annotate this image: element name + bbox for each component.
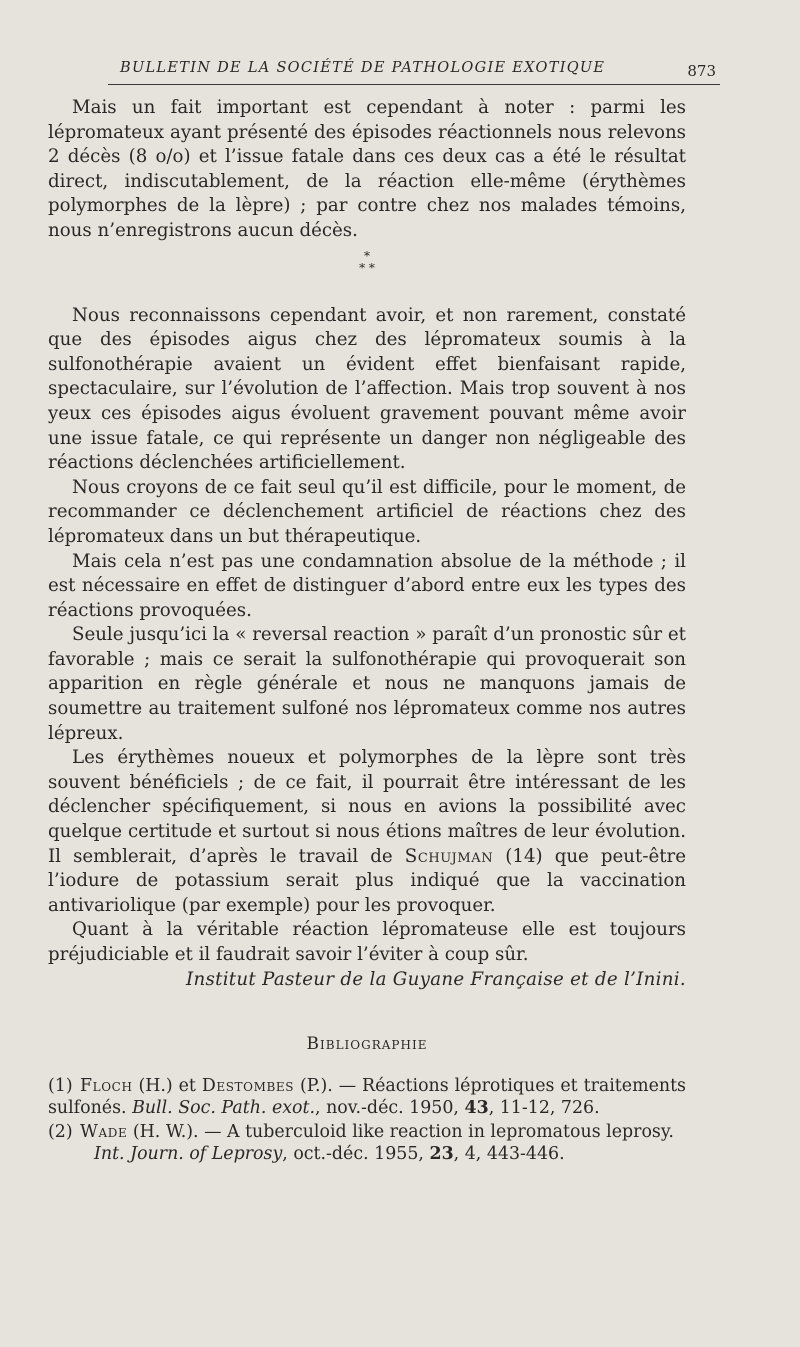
reference-text: (H.) et [132,1075,202,1096]
reference-journal: Bull. Soc. Path. exot. [132,1097,316,1118]
asterism-separator [48,250,686,274]
paragraph-6-rest: (14) que peut-être l’iodure de potassium serait plus indiqué que la vaccination antivariolique (par exemple) pour les provoquer. [48,845,686,916]
paragraph-4: Mais cela n’est pas une condamnation absolue de la méthode ; il est nécessaire en effet de distinguer d’abord entre eux les types des réactions provoquées. [48,550,686,621]
reference-text: (H. W.). — A tuberculoid like reaction in lepromatous leprosy. [127,1121,674,1142]
reference-pages: , 11-12, 726. [488,1097,600,1118]
reference-1 [48,1075,686,1119]
paragraph-7: Quant à la véritable réaction lépromateuse elle est toujours préjudiciable et il faudrait savoir l’éviter à coup sûr. [48,919,686,965]
reference-number: (1) [48,1075,73,1096]
reference-date: , oct.-déc. 1955, [282,1143,430,1164]
running-title: BULLETIN DE LA SOCIÉTÉ DE PATHOLOGIE EXOTIQUE [120,60,606,76]
reference-number: (2) [48,1121,73,1142]
paragraph-5: Seule jusqu’ici la « reversal reaction » paraît d’un pronostic sûr et favorable ; mais ce serait la sulfonothérapie qui provoquerait son apparition en règle générale et nous ne manquons jamais de soumettre au traitement sulfoné nos lépromateux comme nos autres lépreux. [48,624,686,744]
asterism-top: * [364,248,370,263]
reference-2 [48,1121,686,1165]
bibliography-title: Bibliographie [306,1034,428,1055]
paragraph-6 [48,746,686,918]
reference-author: Destombes [201,1075,295,1096]
reference-author: Floch [80,1075,133,1096]
cited-author: Schujman [404,845,494,867]
asterism-bottom: * * [359,260,375,275]
reference-date: , nov.-déc. 1950, [315,1097,465,1118]
reference-volume: 43 [464,1097,489,1118]
reference-text: (P.). — Réactions léprotiques et traitements sulfonés. [48,1075,686,1118]
paragraph-3: Nous croyons de ce fait seul qu’il est difficile, pour le moment, de recommander ce déclenchement artificiel de réactions chez des lépromateux dans un but thérapeutique. [48,476,686,547]
reference-journal: Int. Journ. of Leprosy [94,1143,283,1164]
reference-volume: 23 [429,1143,454,1164]
reference-pages: , 4, 443-446. [453,1143,565,1164]
reference-author: Wade [80,1121,128,1142]
affiliation: Institut Pasteur de la Guyane Française et de l’Inini. [185,968,686,990]
paragraph-2: Nous reconnaissons cependant avoir, et non rarement, constaté que des épisodes aigus chez des lépromateux soumis à la sulfonothérapie avaient un évident effet bienfaisant rapide, spectaculaire, sur l’évolution de l’affection. Mais trop souvent à nos yeux ces épisodes aigus évoluent gravement pouvant même avoir une issue fatale, ce qui représente un danger non négligeable des réactions déclenchées artificiellement. [48,304,686,474]
page-number: 873 [687,62,716,80]
paragraph-1: Mais un fait important est cependant à noter : parmi les lépromateux ayant présenté des épisodes réactionnels nous relevons 2 décès (8 o/o) et l’issue fatale dans ces deux cas a été le résultat direct, indiscutablement, de la réaction elle-même (érythèmes polymorphes de la lèpre) ; par contre chez nos malades témoins, nous n’enregistrons aucun décès. [48,97,686,241]
paragraph-6-text: Les érythèmes noueux et polymorphes de la lèpre sont très souvent bénéficiels ; de ce fait, il pourrait être intéressant de les déclencher spécifiquement, si nous en avions la possibilité avec quelque certitude et surtout si nous étions maîtres de leur évolution. Il semblerait, d’après le travail de [48,747,686,867]
article-body [48,96,686,1165]
reference-continuation [48,1143,686,1165]
running-header [108,58,720,85]
